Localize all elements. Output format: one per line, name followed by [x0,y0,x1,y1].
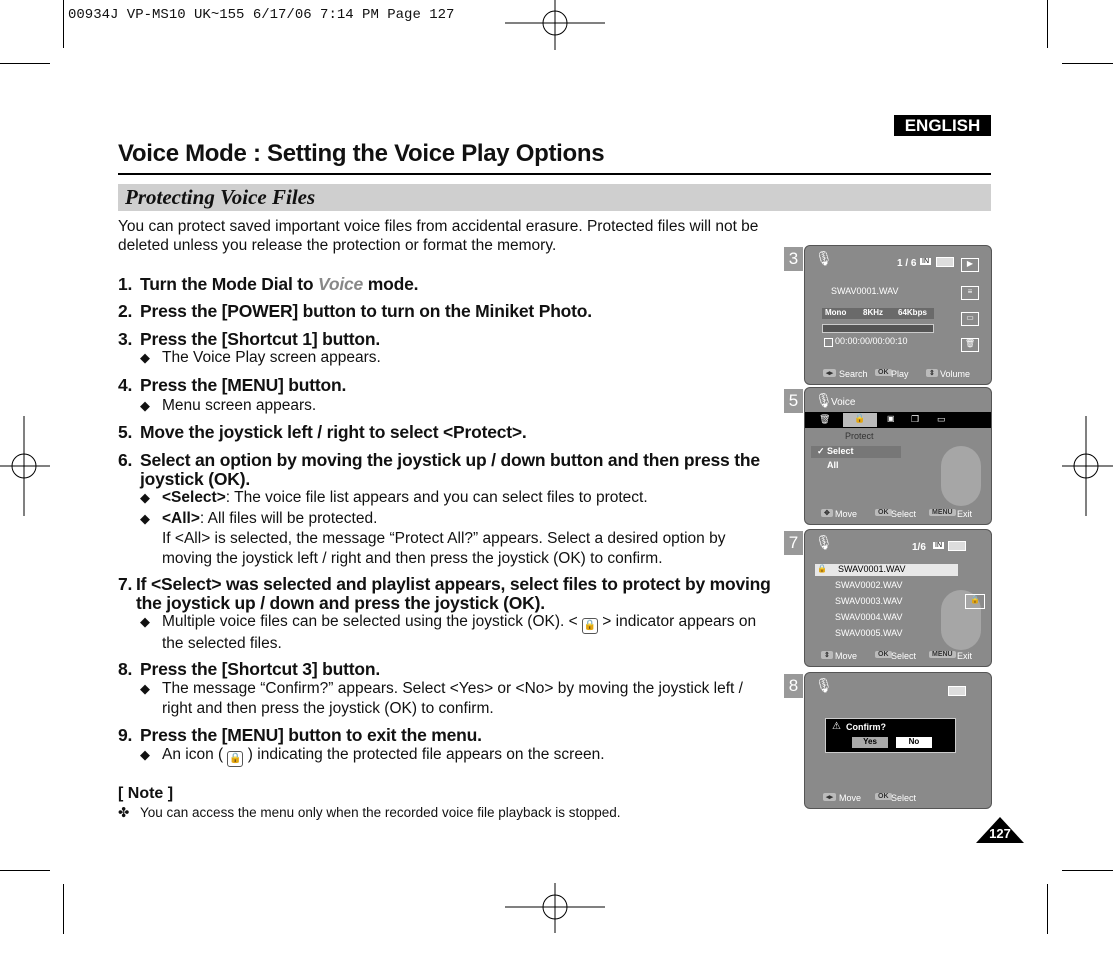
note-heading: [ Note ] [118,785,174,802]
yes-button[interactable]: Yes [852,737,888,748]
dpof-tab-icon: ▣ [887,414,895,423]
file-row[interactable]: SWAV0001.WAV [838,564,906,574]
step-6: 6. Select an option by moving the joystick up / down button and then press the joystick (OK). [118,450,760,489]
screen-tag-7: 7 [784,531,803,555]
screen-file-list: 🎙 1/6 IN 🔒 SWAV0001.WAV SWAV0002.WAV SWAV0003.WAV SWAV0004.WAV SWAV0005.WAV 🔒 ⇕ Move OK Select MENU Exit [804,529,992,667]
section-header [118,184,991,211]
file-row[interactable]: SWAV0004.WAV [835,612,903,622]
battery-icon [936,257,954,267]
section-title: Protecting Voice Files [125,185,316,209]
print-slug: 00934J VP-MS10 UK~155 6/17/06 7:14 PM Page 127 [68,7,455,23]
bullet-step-8: ◆ The message “Confirm?” appears. Select <Yes> or <No> by moving the joystick left / right and then press the joystick (OK) to confirm. [140,680,743,717]
crop-mark [63,884,64,934]
screen-tag-3: 3 [784,247,803,271]
battery-icon [948,686,966,696]
bullet-step-9: ◆ An icon ( 🔒 ) indicating the protected file appears on the screen. [140,745,780,767]
page-title: Voice Mode : Setting the Voice Play Options [118,140,605,167]
file-row[interactable]: SWAV0003.WAV [835,596,903,606]
progress-bar [822,324,934,333]
mic-icon: 🎙 [815,392,833,408]
option-select[interactable]: ✓ Select [811,446,901,458]
protect-indicator-icon: 🔒 [965,594,985,609]
screen-tag-8: 8 [784,674,803,698]
screen-confirm [804,672,992,809]
screen-3-footer: ◂▸ Search OK Play ⇕ Volume [805,366,991,384]
bullet-step-6-select: ◆ <Select>: The voice file list appears and you can select files to protect. [140,489,648,506]
bullet-step-7: ◆ Multiple voice files can be selected using the joystick (OK). < 🔒 > indicator appears on the selected files. [140,613,757,652]
step-5: 5. Move the joystick left / right to select <Protect>. [118,422,527,442]
step-2: 2. Press the [POWER] button to turn on the Miniket Photo. [118,301,592,321]
registration-mark-top [505,0,605,50]
copy-tab-icon: ❐ [911,414,920,424]
registration-mark-right [1062,416,1113,516]
protect-tab-icon[interactable]: 🔒 [843,413,877,427]
language-badge: ENGLISH [894,115,991,136]
screen-tag-5: 5 [784,389,803,413]
step-4: 4. Press the [MENU] button. [118,375,347,395]
mic-icon: 🎙 [815,677,833,693]
step-8: 8. Press the [Shortcut 3] button. [118,659,380,679]
stop-icon [824,338,833,347]
step-9: 9. Press the [MENU] button to exit the menu. [118,725,482,745]
note-text: ✤ You can access the menu only when the recorded voice file playback is stopped. [118,805,621,820]
bullet-step-3: ◆ The Voice Play screen appears. [140,349,381,366]
delete-icon: 🗑 [961,338,979,352]
step-1: 1. Turn the Mode Dial to Voice mode. [118,274,419,294]
screen-8-footer: ◂▸ Move OK Select [805,790,991,808]
bullet-step-4: ◆ Menu screen appears. [140,397,317,414]
settings-icon: ▭ [961,312,979,326]
page-number: 127 [976,817,1024,843]
battery-icon [948,541,966,551]
lock-icon: 🔒 [227,751,243,767]
registration-mark-bottom [505,883,605,933]
screen-menu-protect: 🎙 Voice 🗑 🔒 ▣ ❐ ▭ Protect ✓ Select All ✥ Move OK Select MENU Exit [804,387,992,525]
info-icon: ≡ [961,286,979,300]
screen-voice-play: 🎙 1 / 6 IN ▶ ≡ ▭ 🗑 SWAV0001.WAV Mono 8KHz 64Kbps 00:00:00/00:00:10 ◂▸ Search OK Play ⇕ Volume [804,245,992,385]
mic-icon: 🎙 [815,534,833,550]
mic-icon: 🎙 [815,250,833,266]
file-row[interactable]: SWAV0002.WAV [835,580,903,590]
menu-tab-bar [805,412,991,428]
screen-5-footer: ✥ Move OK Select MENU Exit [805,506,991,524]
screen-7-footer: ⇕ Move OK Select MENU Exit [805,648,991,666]
crop-mark [1047,884,1048,934]
lock-icon: 🔒 [582,618,598,634]
warning-icon: ⚠ [832,721,841,732]
delete-tab-icon: 🗑 [819,414,831,424]
format-bar: Mono 8KHz 64Kbps [822,308,934,319]
confirm-dialog: ⚠ Confirm? Yes No [825,718,956,753]
play-icon: ▶ [961,258,979,272]
mic-watermark-icon [941,446,981,506]
option-all[interactable]: All [827,460,839,470]
crop-mark [0,63,50,64]
crop-mark [63,0,64,48]
step-3: 3. Press the [Shortcut 1] button. [118,329,380,349]
intro-paragraph: You can protect saved important voice files from accidental erasure. Protected files will not be deleted unless you release the protection or format the memory. [118,218,759,254]
step-7: 7. If <Select> was selected and playlist appears, select files to protect by moving the joystick up / down and press the joystick (OK). [118,574,771,613]
crop-mark [1062,870,1113,871]
crop-mark [1047,0,1048,48]
crop-mark [1062,63,1113,64]
file-row[interactable]: SWAV0005.WAV [835,628,903,638]
lock-icon: 🔒 [817,564,827,573]
registration-mark-left [0,416,50,516]
crop-mark [0,870,50,871]
slide-tab-icon: ▭ [937,414,946,424]
bullet-step-6-all: ◆ <All>: All files will be protected. If <All> is selected, the message “Protect All?” appears. Select a desired option by moving the joystick left / right and then press the joystick (OK) to confirm. [140,510,726,567]
no-button[interactable]: No [896,737,932,748]
title-divider [118,173,991,175]
